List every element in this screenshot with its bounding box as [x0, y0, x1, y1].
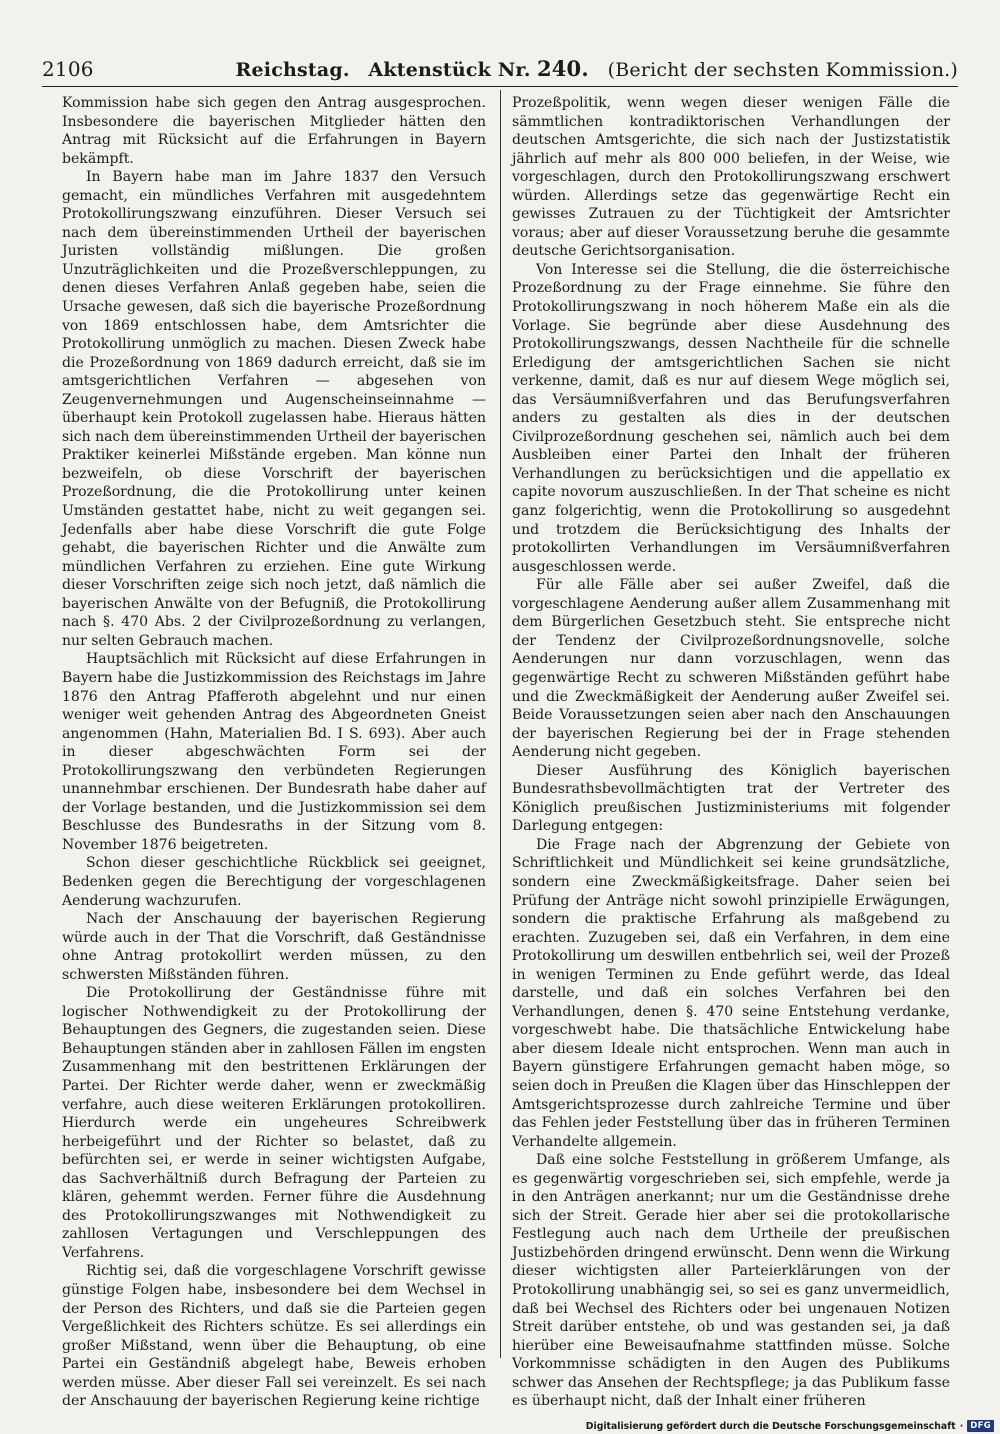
- paragraph: Die Frage nach der Abgrenzung der Gebiete von Schriftlichkeit und Mündlichkeit sei keine grundsätzliche, sondern eine Zweckmäßigkeitsfrage. Daher seien bei Prüfung der Anträge nicht sowohl prinzipielle Erwägungen, sondern die praktische Erfahrung als maßgebend zu erachten. Zuzugeben sei, daß ein Verfahren, in dem eine Protokollirung um deswillen entbehrlich sei, weil der Prozeß in wenigen Terminen zu Ende geführt werde, das Ideal darstelle, und daß ein solches Verfahren bei den Verhandlungen, denen §. 470 seine Entstehung verdanke, vorgeschwebt habe. Die thatsächliche Entwickelung habe aber diesem Ideale nicht entsprochen. Wenn man auch in Bayern günstigere Erfahrungen gemacht haben möge, so seien doch in Preußen die Klagen über das Hinschleppen der Amtsgerichtsprozesse durch zahlreiche Termine und über das Fehlen jeder Feststellung über das in früheren Terminen Verhandelte allgemein.: [512, 836, 950, 1150]
- paragraph: Von Interesse sei die Stellung, die die österreichische Prozeßordnung zu der Frage einnehme. Sie führe den Protokollirungszwang in noch höherem Maße ein als die Vorlage. Sie begründe aber diese Ausdehnung des Protokollirungszwangs, dessen Nachtheile für die schnelle Erledigung der amtsgerichtlichen Sachen sie nicht verkenne, damit, daß es nur auf diesem Wege möglich sei, das Versäumnißverfahren und das Berufungsverfahren anders zu gestalten als dies in der deutschen Civilprozeßordnung geschehen sei, nämlich auch bei dem Ausbleiben einer Partei den Inhalt der früheren Verhandlungen zu berücksichtigen und die appellatio ex capite novorum auszuschließen. In der That scheine es nicht ganz folgerichtig, wenn die Protokollirung so ausgedehnt und trotzdem die Berücksichtigung des Inhalts der protokollirten Verhandlungen im Versäumnißverfahren ausgeschlossen werde.: [512, 261, 950, 575]
- separator-dot: ·: [959, 1420, 964, 1432]
- header-subtitle: (Bericht der sechsten Kommission.): [607, 59, 958, 81]
- page-header: [42, 56, 958, 87]
- paragraph: Für alle Fälle aber sei außer Zweifel, daß die vorgeschlagene Aenderung außer allem Zusammenhang mit dem Bürgerlichen Gesetzbuch steht. Sie entspreche nicht der Tendenz der Civilprozeßordnungsnovelle, solche Aenderungen nur dann vorzuschlagen, wenn das gegenwärtige Recht zu schweren Mißständen geführt habe und die Zweckmäßigkeit der Aenderung außer Zweifel sei. Beide Voraussetzungen seien aber nach den Anschauungen der bayerischen Regierung bei der in Frage stehenden Aenderung nicht gegeben.: [512, 577, 950, 761]
- paragraph: Nach der Anschauung der bayerischen Regierung würde auch in der That die Vorschrift, daß Geständnisse ohne Antrag protokollirt werden müssen, zu den schwersten Mißständen führen.: [62, 911, 486, 983]
- running-title: Reichstag.: [235, 59, 350, 81]
- right-column: [512, 94, 950, 1411]
- left-column: [62, 94, 486, 1411]
- paragraph: Kommission habe sich gegen den Antrag ausgesprochen. Insbesondere die bayerischen Mitglieder hätten den Antrag mit Rücksicht auf die Erfahrungen in Bayern bekämpft.: [62, 95, 486, 167]
- paragraph: Daß eine solche Feststellung in größerem Umfange, als es gegenwärtig vorgeschrieben sei, sich empfehle, werde ja in den Anträgen anerkannt; nur um die Geständnisse drehe sich der Streit. Gerade hier aber sei die protokollarische Festlegung auch nach dem Urtheile der preußischen Justizbehörden dringend erwünscht. Denn wenn die Wirkung dieser wichtigsten aller Parteierklärungen von der Protokollirung unabhängig sei, so sei es ganz unvermeidlich, daß bei Wechsel des Richters oder bei ungenauen Notizen Streit darüber entstehe, ob und was gestanden sei, ja daß hierüber eine Beweisaufnahme stattfinden müsse. Solche Vorkommnisse schädigten in den Augen des Publikums schwer das Ansehen der Rechtspflege; ja das Publikum fasse es überhaupt nicht, daß der Inhalt einer früheren: [512, 1152, 950, 1410]
- doc-number: 240.: [536, 56, 589, 81]
- page-number: 2106: [42, 57, 94, 81]
- paragraph: Dieser Ausführung des Königlich bayerischen Bundesrathsbevollmächtigten trat der Vertreter des Königlich preußischen Justizministeriums mit folgender Darlegung entgegen:: [512, 762, 950, 835]
- paragraph: Richtig sei, daß die vorgeschlagene Vorschrift gewisse günstige Folgen habe, insbesondere bei dem Wechsel in der Person des Richters, und daß sie die Parteien gegen Vergeßlichkeit des Richters schütze. Es sei allerdings ein großer Mißstand, wenn über die Behauptung, ob eine Partei ein Geständniß abgelegt habe, Beweis erhoben werden müsse. Aber dieser Fall sei vereinzelt. Es sei nach der Anschauung der bayerischen Regierung keine richtige: [62, 1263, 486, 1410]
- paragraph: Hauptsächlich mit Rücksicht auf diese Erfahrungen in Bayern habe die Justizkommission des Reichstags im Jahre 1876 den Antrag Pfafferoth abgelehnt und nur einen weniger weit gehenden Antrag des Abgeordneten Gneist angenommen (Hahn, Materialien Bd. I S. 693). Aber auch in dieser abgeschwächten Form sei der Protokollirungszwang den verbündeten Regierungen unannehmbar erschienen. Der Bundesrath habe daher auf der Vorlage bestanden, und die Justizkommission sei dem Beschlusse des Bundesraths in der Sitzung vom 8. November 1876 beigetreten.: [62, 651, 486, 853]
- doc-label: Aktenstück Nr.: [368, 59, 531, 81]
- paragraph: Die Protokollirung der Geständnisse führe mit logischer Nothwendigkeit zu der Protokollirung der Behauptungen des Gegners, die zugestanden seien. Diese Behauptungen ständen aber in zahllosen Fällen im engsten Zusammenhang mit den bestrittenen Erklärungen der Partei. Der Richter werde daher, wenn er zweckmäßig verfahre, auch diese weiteren Erklärungen protokolliren. Hierdurch werde ein ungeheures Schreibwerk herbeigeführt und der Richter so belastet, daß zu befürchten sei, er werde in seiner wichtigsten Aufgabe, das Sachverhältniß durch Befragung der Parteien zu klären, gehemmt werden. Ferner führe die Ausdehnung des Protokollirungszwanges mit Nothwendigkeit zu zahllosen Vertagungen und Verschleppungen des Verfahrens.: [62, 985, 486, 1261]
- column-divider: [500, 90, 501, 1358]
- credit-text: Digitalisierung gefördert durch die Deutsche Forschungsgemeinschaft: [585, 1420, 956, 1432]
- dfg-logo-icon: DFG: [967, 1420, 994, 1432]
- paragraph: Schon dieser geschichtliche Rückblick sei geeignet, Bedenken gegen die Berechtigung der vorgeschlagenen Aenderung wachzurufen.: [62, 855, 486, 909]
- header-title: [236, 56, 958, 81]
- paragraph: Prozeßpolitik, wenn wegen dieser wenigen Fälle die sämmtlichen kontradiktorischen Verhandlungen der deutschen Amtsgerichte, die sich nach der Justizstatistik jährlich auf mehr als 800 000 beliefen, in der Weise, wie vorgeschlagen, durch den Protokollirungszwang erschwert würden. Allerdings setze das gegenwärtige Recht ein gewisses Zutrauen zu der Tüchtigkeit der Amtsrichter voraus; aber auf dieser Voraussetzung beruhe die gesammte deutsche Gerichtsorganisation.: [512, 95, 950, 260]
- digitization-credit: [586, 1419, 994, 1433]
- paragraph: In Bayern habe man im Jahre 1837 den Versuch gemacht, ein mündliches Verfahren mit ausgedehntem Protokollirungszwang einzuführen. Dieser Versuch sei nach dem übereinstimmenden Urtheil der bayerischen Juristen vollständig mißlungen. Die großen Unzuträglichkeiten und die Prozeßverschleppungen, zu denen dieses Verfahren Anlaß gegeben habe, seien die Ursache gewesen, daß sich die bayerische Prozeßordnung von 1869 entschlossen habe, dem Amtsrichter die Protokollirung unmöglich zu machen. Diesen Zweck habe die Prozeßordnung von 1869 dadurch erreicht, daß sie im amtsgerichtlichen Verfahren — abgesehen von Zeugenvernehmungen und Augenscheinseinnahme — überhaupt kein Protokoll zugelassen habe. Hieraus hätten sich nach dem übereinstimmenden Urtheil der bayerischen Praktiker keinerlei Mißstände ergeben. Man könne nun bezweifeln, ob diese Vorschrift der bayerischen Prozeßordnung, die die Protokollirung unter keinen Umständen gestattet habe, nicht zu weit gegangen sei. Jedenfalls aber habe diese Vorschrift die gute Folge gehabt, die bayerischen Richter und die Anwälte zum mündlichen Verfahren zu erziehen. Eine gute Wirkung dieser Vorschriften zeige sich noch jetzt, daß nämlich die bayerischen Anwälte von der Befugniß, die Protokollirung nach §. 470 Abs. 2 der Civilprozeßordnung zu verlangen, nur selten Gebrauch machen.: [62, 169, 486, 649]
